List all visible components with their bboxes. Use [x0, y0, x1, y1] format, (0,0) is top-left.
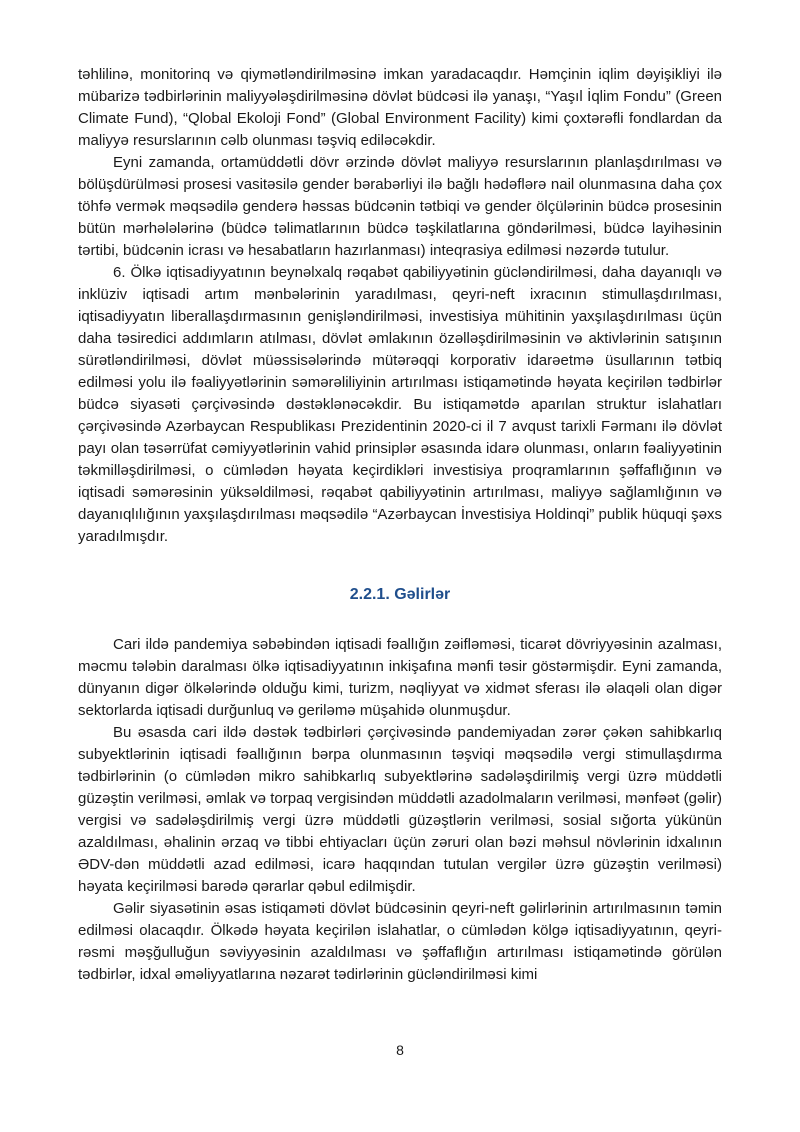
- section-heading: 2.2.1. Gəlirlər: [349, 586, 451, 603]
- paragraph-item-6: 6. Ölkə iqtisadiyyatının beynəlxalq rəqabət qabiliyyətinin gücləndirilməsi, daha dayanıqlı və inklüziv iqtisadi artım mənbələrinin yaradılması, qeyri-neft ixracının stimullaşdırılması, iqtisadiyyatın liberallaşdırmasının genişləndirilməsi, investisiya mühitinin yaxşılaşdırılması üçün daha təsiredici addımların atılması, dövlət əmlakının özəlləşdirilməsinin və aktivlərinin satışının sürətləndirilməsi, dövlət müəssisələrində mütərəqqi korporativ idarəetmə üsullarının tətbiq edilməsi yolu ilə fəaliyyətlərinin səmərəliliyinin artırılması istiqamətində həyata keçirilən tədbirlər büdcə siyasəti çərçivəsində dəstəklənəcəkdir. Bu istiqamətdə aparılan struktur islahatları çərçivəsində Azərbaycan Respublikası Prezidentinin 2020-ci il 7 avqust tarixli Fərmanı ilə dövlət payı olan təsərrüfat cəmiyyətlərinin vahid prinsiplər əsasında idarə olunması, onların fəaliyyətinin təkmilləşdirilməsi, o cümlədən həyata keçirdikləri investisiya proqramlarının şəffaflığının və iqtisadi səmərəsinin yüksəldilməsi, rəqabət qabiliyyətinin artırılması, maliyyə sağlamlığının və dayanıqlılığının yaxşılaşdırılması məqsədilə “Azərbaycan İnvestisiya Holdinqi” publik hüquqi şəxs yaradılmışdır.: [78, 264, 722, 545]
- paragraph-revenue-policy: Gəlir siyasətinin əsas istiqaməti dövlət büdcəsinin qeyri-neft gəlirlərinin artırılmasının təmin edilməsi olacaqdır. Ölkədə həyata keçirilən islahatlar, o cümlədən kölgə iqtisadiyyatının, qeyri-rəsmi məşğulluğun səviyyəsinin azaldılması və şəffaflığın artırılması istiqamətində görülən tədbirlər, idxal əməliyyatlarına nəzarət tədirlərinin gücləndirilməsi kimi: [78, 900, 722, 983]
- paragraph-pandemic-impact: Cari ildə pandemiya səbəbindən iqtisadi fəallığın zəifləməsi, ticarət dövriyyəsinin azalması, məcmu tələbin daralması ölkə iqtisadiyyatının inkişafına mənfi təsir göstərmişdir. Eyni zamanda, dünyanın digər ölkələrində olduğu kimi, turizm, nəqliyyat və xidmət sferası ilə əlaqəli olan digər sektorlarda iqtisadi durğunluq və geriləmə müşahidə olunmuşdur.: [78, 636, 722, 719]
- page-number: 8: [396, 1042, 404, 1058]
- paragraph-continuation: təhlilinə, monitorinq və qiymətləndirilməsinə imkan yaradacaqdır. Həmçinin iqlim dəyişikliyi ilə mübarizə tədbirlərinin maliyyələşdirilməsinə dövlət büdcəsi ilə yanaşı, “Yaşıl İqlim Fondu” (Green Climate Fund), “Qlobal Ekoloji Fond” (Global Environment Facility) kimi çoxtərəfli fondlardan da maliyyə resurslarının cəlb olunması təşviq ediləcəkdir.: [78, 66, 722, 149]
- paragraph-gender-budgeting: Eyni zamanda, ortamüddətli dövr ərzində dövlət maliyyə resurslarının planlaşdırılması və bölüşdürülməsi prosesi vasitəsilə gender bərabərliyi ilə bağlı hədəflərə nail olunmasına daha çox töhfə vermək məqsədilə genderə həssas büdcənin tətbiqi və gender ölçülərinin büdcə prosesinin bütün mərhələlərinə (büdcə təlimatlarının büdcə təşkilatlarına göndərilməsi, büdcə layihəsinin tərtibi, büdcənin icrası və hesabatların hazırlanması) inteqrasiya edilməsi nəzərdə tutulur.: [78, 154, 722, 259]
- page-content: [78, 64, 722, 986]
- paragraph-tax-measures: Bu əsasda cari ildə dəstək tədbirləri çərçivəsində pandemiyadan zərər çəkən sahibkarlıq subyektlərinin iqtisadi fəallığının bərpa olunmasının təşviqi məqsədilə vergi stimullaşdırma tədbirlərinin (o cümlədən mikro sahibkarlıq subyektlərinə sadələşdirilmiş vergi üzrə müddətli güzəştin verilməsi, əmlak və torpaq vergisindən müddətli azadolmaların verilməsi, mənfəət (gəlir) vergisi və sadələşdirilmiş vergi üzrə müddətli güzəştlərin verilməsi, sosial sığorta yükünün azaldılması, əhalinin ərzaq və tibbi ehtiyacları üçün zəruri olan bəzi məhsul növlərinin idxalının ƏDV-dən müddətli azad edilməsi, icarə haqqından tutulan vergilər üzrə güzəştin verilməsi) həyata keçirilməsi barədə qərarlar qəbul edilmişdir.: [78, 724, 722, 895]
